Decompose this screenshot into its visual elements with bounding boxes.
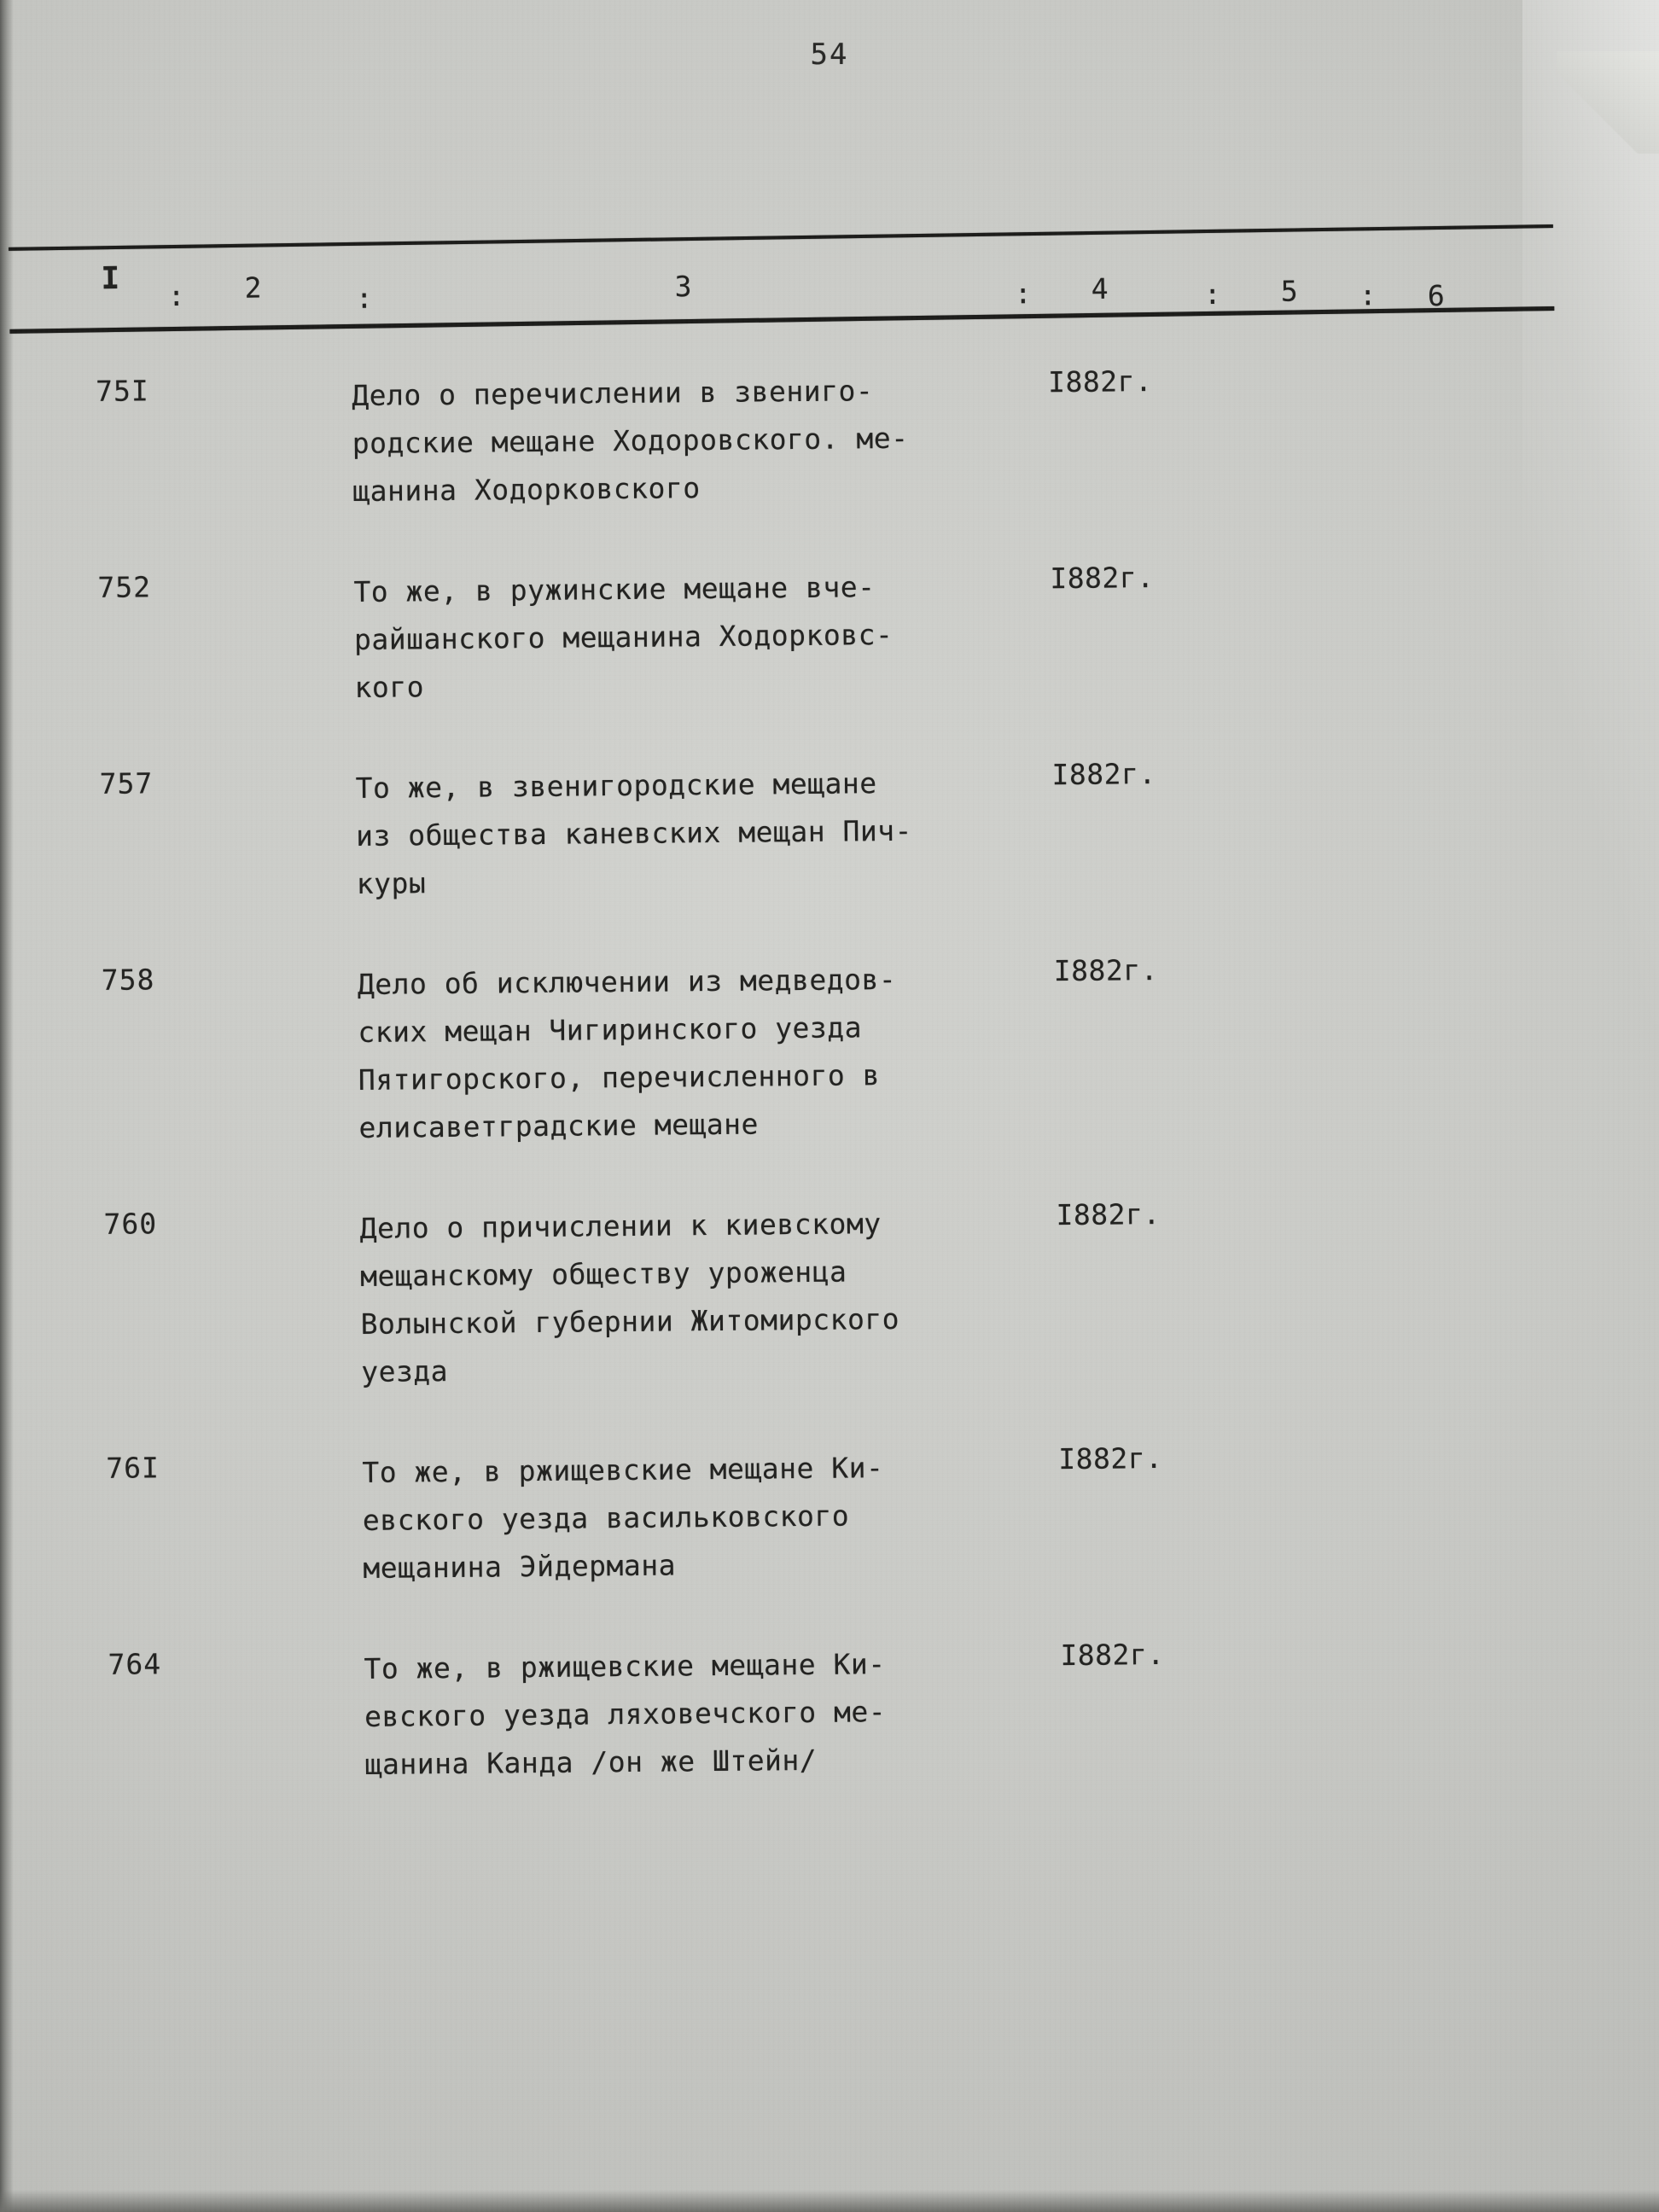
- column-header-5: 5: [1280, 274, 1298, 308]
- table-row: [0, 359, 1659, 526]
- column-separator-3: :: [1014, 276, 1032, 311]
- entry-description: То же, в ржищевские мещане Ки- евского уезда ляховечского ме- щанина Канда /он же Штейн/: [364, 1647, 887, 1781]
- column-separator-4: :: [1203, 276, 1221, 311]
- scan-bottom-edge-shadow: [0, 2190, 1659, 2212]
- entry-year: I882г.: [1053, 953, 1159, 988]
- column-header-6: 6: [1427, 278, 1446, 313]
- entry-description: То же, в звенигородские мещане из общества каневских мещан Пич- куры: [355, 766, 913, 901]
- entry-description: Дело о перечислении в звениго- родские мещане Ходоровского. ме- щанина Ходорковского: [352, 374, 909, 509]
- entry-number: 757: [99, 766, 154, 800]
- table-row: [10, 1436, 1659, 1603]
- column-header-3: 3: [674, 269, 692, 304]
- entry-year: I882г.: [1060, 1637, 1165, 1673]
- entry-number: 760: [103, 1207, 158, 1241]
- table-row: [12, 1633, 1659, 1799]
- column-separator-5: :: [1359, 278, 1377, 312]
- table-row: [3, 752, 1659, 918]
- entry-number: 764: [108, 1647, 162, 1681]
- column-header-4: 4: [1091, 271, 1109, 306]
- column-separator-2: :: [355, 281, 373, 315]
- entry-number: 758: [101, 963, 155, 997]
- column-header-1: I: [101, 260, 120, 297]
- entry-year: I882г.: [1056, 1196, 1161, 1232]
- entry-number: 75I: [95, 374, 149, 408]
- entry-number: 752: [97, 570, 152, 604]
- column-header-2: 2: [244, 271, 262, 305]
- table-row: [8, 1192, 1659, 1406]
- table-row: [6, 948, 1659, 1162]
- page-number: 54: [810, 38, 849, 72]
- entry-description: То же, в ружинские мещане вче- райшанского мещанина Ходорковс- кого: [353, 570, 894, 705]
- table-row: [2, 556, 1659, 722]
- entry-description: Дело об исключении из медведов- ских мещан Чигиринского уезда Пятигорского, перечисленного в елисаветградские мещане: [357, 962, 897, 1145]
- entry-year: I882г.: [1051, 757, 1156, 792]
- entry-description: То же, в ржищевские мещане Ки- евского уезда васильковского мещанина Эйдермана: [362, 1451, 884, 1585]
- column-separator-1: :: [167, 278, 185, 313]
- entry-description: Дело о причислении к киевскому мещанскому обществу уроженца Волынской губернии Житомирского уезда: [359, 1207, 900, 1388]
- entry-year: I882г.: [1050, 561, 1155, 596]
- entry-year: I882г.: [1047, 364, 1153, 399]
- entry-list: [0, 359, 1659, 1845]
- entry-year: I882г.: [1058, 1441, 1163, 1476]
- entry-number: 76I: [106, 1451, 160, 1485]
